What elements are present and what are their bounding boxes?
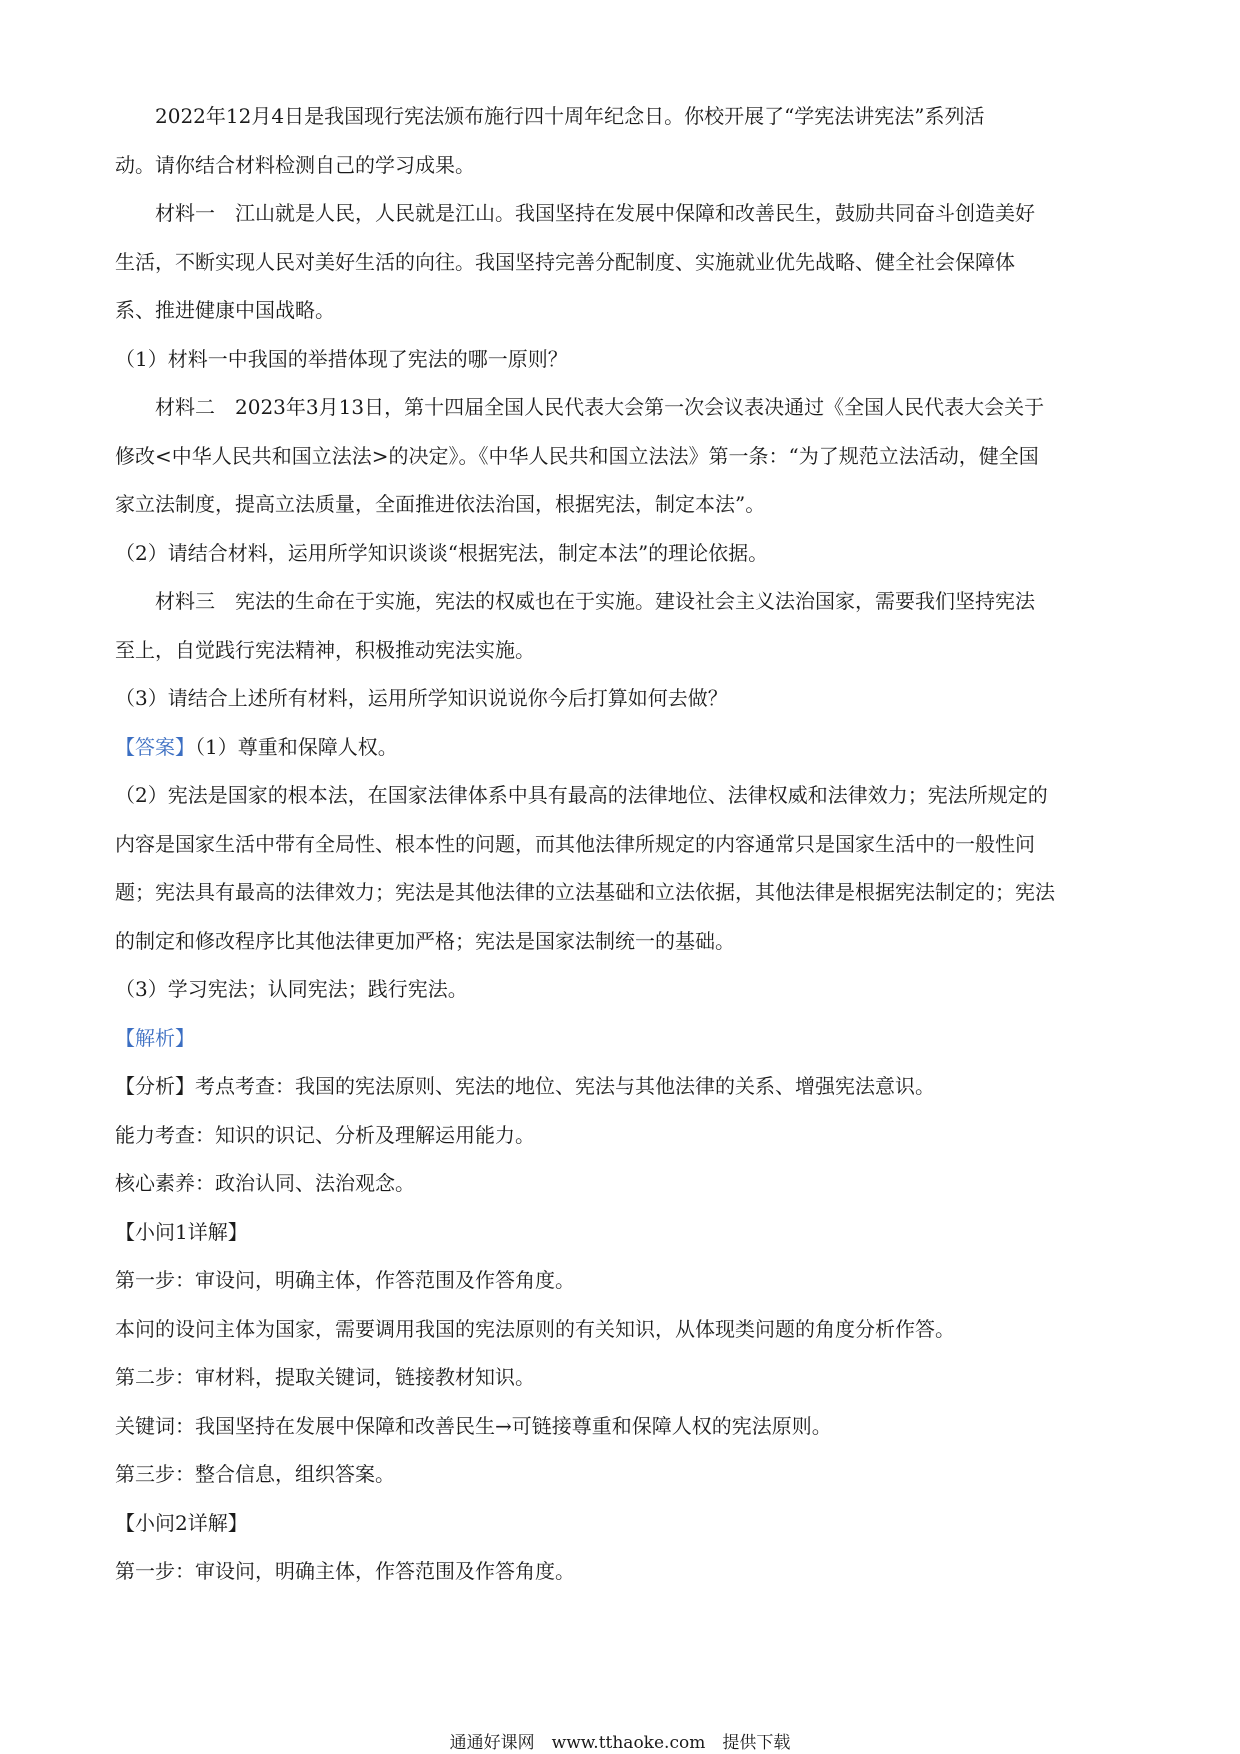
q2-step-1: 第一步：审设问，明确主体，作答范围及作答角度。 — [115, 1559, 575, 1583]
answer-2-line-4: 的制定和修改程序比其他法律更加严格；宪法是国家法制统一的基础。 — [115, 928, 735, 953]
answer-2-line-2: 内容是国家生活中带有全局性、根本性的问题，而其他法律所规定的内容通常只是国家生活中的一般性问 — [115, 831, 1035, 856]
material-2-line-3: 家立法制度，提高立法质量，全面推进依法治国，根据宪法，制定本法”。 — [115, 492, 766, 516]
analysis-fenxi: 【分析】考点考查：我国的宪法原则、宪法的地位、宪法与其他法律的关系、增强宪法意识。 — [115, 1074, 935, 1098]
q1-keywords: 关键词：我国坚持在发展中保障和改善民生→可链接尊重和保障人权的宪法原则。 — [115, 1413, 832, 1438]
answer-1: （1）尊重和保障人权。 — [195, 734, 398, 759]
answer-line-1 — [115, 723, 1127, 772]
material-2-line-2: 修改<中华人民共和国立法法>的决定》。《中华人民共和国立法法》第一条：“为了规范立法活动，健全国 — [115, 443, 1039, 468]
q1-step-3: 第三步：整合信息，组织答案。 — [115, 1462, 395, 1486]
q1-step-2: 第二步：审材料，提取关键词，链接教材知识。 — [115, 1365, 535, 1389]
material-1-line-3: 系、推进健康中国战略。 — [115, 298, 335, 322]
q1-step-1-detail: 本问的设问主体为国家，需要调用我国的宪法原则的有关知识，从体现类问题的角度分析作答。 — [115, 1316, 955, 1341]
page-footer: 通通好课网 www.tthaoke.com 提供下载 — [449, 1733, 791, 1753]
analysis-core: 核心素养：政治认同、法治观念。 — [115, 1171, 415, 1195]
q1-heading: 【小问1详解】 — [115, 1219, 248, 1244]
material-3-line-1: 材料三 宪法的生命在于实施，宪法的权威也在于实施。建设社会主义法治国家，需要我们坚持宪法 — [155, 589, 1035, 613]
analysis-tag: 【解析】 — [115, 1025, 195, 1050]
intro-line-2: 动。请你结合材料检测自己的学习成果。 — [115, 152, 475, 177]
answer-tag: 【答案】 — [115, 734, 195, 759]
question-1: （1）材料一中我国的举措体现了宪法的哪一原则？ — [115, 346, 568, 371]
material-1-line-2: 生活，不断实现人民对美好生活的向往。我国坚持完善分配制度、实施就业优先战略、健全社会保障体 — [115, 249, 1015, 274]
intro-line-1: 2022年12月4日是我国现行宪法颁布施行四十周年纪念日。你校开展了“学宪法讲宪法”系列活 — [155, 104, 985, 128]
material-3-line-2: 至上，自觉践行宪法精神，积极推动宪法实施。 — [115, 637, 535, 662]
question-3: （3）请结合上述所有材料，运用所学知识说说你今后打算如何去做？ — [115, 686, 728, 710]
q1-step-1: 第一步：审设问，明确主体，作答范围及作答角度。 — [115, 1268, 575, 1292]
q2-heading: 【小问2详解】 — [115, 1510, 248, 1535]
document-body — [115, 92, 1127, 1596]
analysis-ability: 能力考查：知识的识记、分析及理解运用能力。 — [115, 1122, 535, 1147]
answer-2-line-3: 题；宪法具有最高的法律效力；宪法是其他法律的立法基础和立法依据，其他法律是根据宪法制定的；宪法 — [115, 880, 1055, 904]
material-1-line-1: 材料一 江山就是人民，人民就是江山。我国坚持在发展中保障和改善民生，鼓励共同奋斗创造美好 — [155, 201, 1035, 225]
answer-3: （3）学习宪法；认同宪法；践行宪法。 — [115, 977, 468, 1001]
material-2-line-1: 材料二 2023年3月13日，第十四届全国人民代表大会第一次会议表决通过《全国人民代表大会关于 — [155, 395, 1045, 419]
question-2: （2）请结合材料，运用所学知识谈谈“根据宪法，制定本法”的理论依据。 — [115, 540, 769, 565]
answer-2-line-1: （2）宪法是国家的根本法，在国家法律体系中具有最高的法律地位、法律权威和法律效力；宪法所规定的 — [115, 783, 1048, 807]
